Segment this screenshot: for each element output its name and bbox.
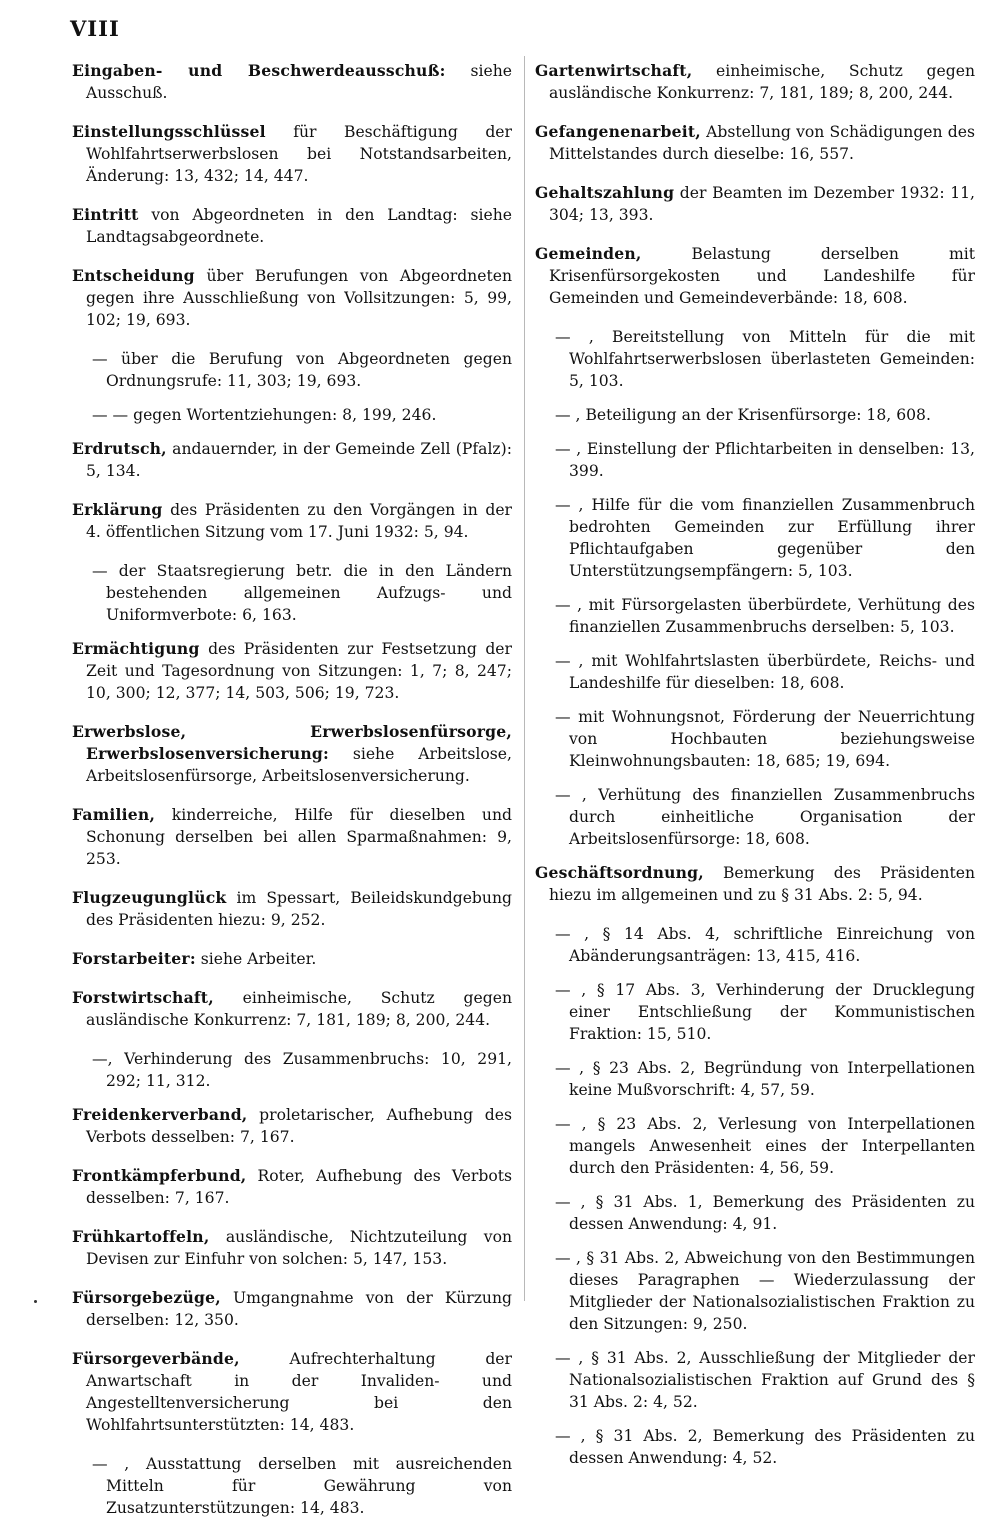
index-entry xyxy=(72,438,512,482)
entry-text: — , § 17 Abs. 3, Verhinderung der Drucklegung einer Entschließung der Kommunistischen Fraktion: 15, 510. xyxy=(555,981,975,1043)
index-entry xyxy=(72,638,512,704)
index-entry xyxy=(72,1348,512,1436)
index-subentry xyxy=(555,706,975,772)
index-entry xyxy=(72,121,512,187)
index-subentry xyxy=(555,650,975,694)
entry-keyword: Gartenwirtschaft, xyxy=(535,61,693,80)
entry-text: — , mit Fürsorgelasten überbürdete, Verhütung des finanziellen Zusammenbruchs derselben: 5, 103. xyxy=(555,596,975,636)
index-subentry xyxy=(555,1057,975,1101)
index-subentry xyxy=(555,1113,975,1179)
entry-text: der Beamten im Dezember 1932: 11, 304; 13, 393. xyxy=(549,184,975,224)
entry-keyword: Geschäftsordnung, xyxy=(535,863,704,882)
index-entry xyxy=(72,1165,512,1209)
index-entry xyxy=(72,987,512,1031)
index-entry xyxy=(72,721,512,787)
index-subentry xyxy=(92,560,512,626)
entry-keyword: Eintritt xyxy=(72,205,139,224)
entry-text: für Beschäftigung der Wohlfahrtserwerbslosen bei Notstandsarbeiten, Änderung: 13, 432; 14, 447. xyxy=(86,123,512,185)
entry-keyword: Erwerbslose, Erwerbslosenfürsorge, Erwerbslosenversicherung: xyxy=(72,722,512,763)
index-subentry xyxy=(555,438,975,482)
entry-text: Abstellung von Schädigungen des Mittelstandes durch dieselbe: 16, 557. xyxy=(549,123,975,163)
entry-text: — , § 23 Abs. 2, Verlesung von Interpellationen mangels Anwesenheit eines der Interpellanten durch den Präsidenten: 4, 56, 59. xyxy=(555,1115,975,1177)
index-entry xyxy=(535,60,975,104)
index-subentry xyxy=(555,594,975,638)
entry-text: — , Bereitstellung von Mitteln für die mit Wohlfahrtserwerbslosen überlasteten Gemeinden: 5, 103. xyxy=(555,328,975,390)
entry-text: des Präsidenten zur Festsetzung der Zeit und Tagesordnung von Sitzungen: 1, 7; 8, 247; 10, 300; 12, 377; 14, 503, 506; 19, 723. xyxy=(86,640,512,702)
index-entry xyxy=(72,804,512,870)
entry-keyword: Erklärung xyxy=(72,500,163,519)
index-subentry xyxy=(555,1191,975,1235)
entry-text: — mit Wohnungsnot, Förderung der Neuerrichtung von Hochbauten beziehungsweise Kleinwohnungsbauten: 18, 685; 19, 694. xyxy=(555,708,975,770)
index-entry xyxy=(72,1226,512,1270)
entry-keyword: Frühkartoffeln, xyxy=(72,1227,210,1246)
entry-text: Belastung derselben mit Krisenfürsorgekosten und Landeshilfe für Gemeinden und Gemeindeverbände: 18, 608. xyxy=(549,245,975,307)
column-divider xyxy=(524,56,525,1301)
entry-keyword: Fürsorgeverbände, xyxy=(72,1349,240,1368)
entry-keyword: Gehaltszahlung xyxy=(535,183,675,202)
entry-keyword: Freidenkerverband, xyxy=(72,1105,248,1124)
left-column xyxy=(72,60,512,1531)
entry-text: über Berufungen von Abgeordneten gegen ihre Ausschließung von Vollsitzungen: 5, 99, 102; 19, 693. xyxy=(86,267,512,329)
entry-text: Bemerkung des Präsidenten hiezu im allgemeinen und zu § 31 Abs. 2: 5, 94. xyxy=(549,864,975,904)
index-subentry xyxy=(555,1247,975,1335)
entry-keyword: Familien, xyxy=(72,805,156,824)
index-entry xyxy=(72,204,512,248)
entry-text: kinderreiche, Hilfe für dieselben und Schonung derselben bei allen Sparmaßnahmen: 9, 253. xyxy=(86,806,512,868)
entry-text: — der Staatsregierung betr. die in den Ländern bestehenden allgemeinen Aufzugs- und Uniformverbote: 6, 163. xyxy=(92,562,512,624)
entry-keyword: Fürsorgebezüge, xyxy=(72,1288,221,1307)
index-entry xyxy=(72,1287,512,1331)
entry-keyword: Flugzeugunglück xyxy=(72,888,227,907)
entry-text: andauernder, in der Gemeinde Zell (Pfalz): 5, 134. xyxy=(86,440,512,480)
entry-text: ausländische, Nichtzuteilung von Devisen zur Einfuhr von solchen: 5, 147, 153. xyxy=(86,1228,512,1268)
entry-keyword: Frontkämpferbund, xyxy=(72,1166,247,1185)
index-entry xyxy=(535,121,975,165)
entry-text: —, Verhinderung des Zusammenbruchs: 10, 291, 292; 11, 312. xyxy=(92,1050,512,1090)
index-entry xyxy=(72,60,512,104)
entry-keyword: Eingaben- und Beschwerdeausschuß: xyxy=(72,61,446,80)
entry-text: — , § 31 Abs. 2, Bemerkung des Präsidenten zu dessen Anwendung: 4, 52. xyxy=(555,1427,975,1467)
entry-text: — , Ausstattung derselben mit ausreichenden Mitteln für Gewährung von Zusatzunterstützungen: 14, 483. xyxy=(92,1455,512,1517)
entry-text: — , Beteiligung an der Krisenfürsorge: 18, 608. xyxy=(555,406,931,424)
entry-text: von Abgeordneten in den Landtag: siehe Landtagsabgeordnete. xyxy=(86,206,512,246)
index-entry xyxy=(535,862,975,906)
entry-text: — über die Berufung von Abgeordneten gegen Ordnungsrufe: 11, 303; 19, 693. xyxy=(92,350,512,390)
index-subentry xyxy=(92,1453,512,1519)
index-entry xyxy=(72,1104,512,1148)
entry-text: — , § 31 Abs. 2, Ausschließung der Mitglieder der Nationalsozialistischen Fraktion auf Grund des § 31 Abs. 2: 4, 52. xyxy=(555,1349,975,1411)
index-subentry xyxy=(555,923,975,967)
entry-text: siehe Arbeitslose, Arbeitslosenfürsorge, Arbeitslosenversicherung. xyxy=(86,745,512,785)
entry-keyword: Forstarbeiter: xyxy=(72,949,196,968)
entry-keyword: Entscheidung xyxy=(72,266,195,285)
entry-text: — , § 23 Abs. 2, Begründung von Interpellationen keine Mußvorschrift: 4, 57, 59. xyxy=(555,1059,975,1099)
index-subentry xyxy=(555,979,975,1045)
entry-keyword: Forstwirtschaft, xyxy=(72,988,214,1007)
entry-keyword: Ermächtigung xyxy=(72,639,200,658)
page-number: VIII xyxy=(70,16,120,41)
entry-text: — , Einstellung der Pflichtarbeiten in denselben: 13, 399. xyxy=(555,440,975,480)
entry-text: einheimische, Schutz gegen ausländische Konkurrenz: 7, 181, 189; 8, 200, 244. xyxy=(549,62,975,102)
index-subentry xyxy=(92,404,512,426)
index-entry xyxy=(72,948,512,970)
index-entry xyxy=(535,243,975,309)
right-column xyxy=(535,60,975,1481)
index-entry xyxy=(72,499,512,543)
entry-text: des Präsidenten zu den Vorgängen in der 4. öffentlichen Sitzung vom 17. Juni 1932: 5, 94. xyxy=(86,501,512,541)
index-entry xyxy=(72,265,512,331)
index-subentry xyxy=(555,494,975,582)
entry-text: einheimische, Schutz gegen ausländische Konkurrenz: 7, 181, 189; 8, 200, 244. xyxy=(86,989,512,1029)
entry-text: siehe Ausschuß. xyxy=(86,62,512,102)
entry-text: Aufrechterhaltung der Anwartschaft in der Invaliden- und Angestelltenversicherung bei den Wohlfahrtsunterstützten: 14, 483. xyxy=(86,1350,512,1434)
index-entry xyxy=(535,182,975,226)
entry-text: — , § 14 Abs. 4, schriftliche Einreichung von Abänderungsanträgen: 13, 415, 416. xyxy=(555,925,975,965)
entry-text: — , § 31 Abs. 1, Bemerkung des Präsidenten zu dessen Anwendung: 4, 91. xyxy=(555,1193,975,1233)
entry-text: — — gegen Wortentziehungen: 8, 199, 246. xyxy=(92,406,437,424)
page-speck xyxy=(34,1300,37,1303)
index-subentry xyxy=(555,1347,975,1413)
index-subentry xyxy=(555,404,975,426)
entry-text: — , § 31 Abs. 2, Abweichung von den Bestimmungen dieses Paragraphen — Wiederzulassung der Mitglieder der Nationalsozialistischen Fraktion zu den Sitzungen: 9, 250. xyxy=(555,1249,975,1333)
entry-keyword: Gemeinden, xyxy=(535,244,642,263)
index-subentry xyxy=(555,326,975,392)
entry-text: — , Hilfe für die vom finanziellen Zusammenbruch bedrohten Gemeinden zur Erfüllung ihrer Pflichtaufgaben gegenüber den Unterstützungsempfängern: 5, 103. xyxy=(555,496,975,580)
index-subentry xyxy=(92,1048,512,1092)
entry-keyword: Gefangenenarbeit, xyxy=(535,122,701,141)
entry-text: — , mit Wohlfahrtslasten überbürdete, Reichs- und Landeshilfe für dieselben: 18, 608. xyxy=(555,652,975,692)
entry-text: — , Verhütung des finanziellen Zusammenbruchs durch einheitliche Organisation der Arbeitslosenfürsorge: 18, 608. xyxy=(555,786,975,848)
entry-text: proletarischer, Aufhebung des Verbots desselben: 7, 167. xyxy=(86,1106,512,1146)
entry-text: Umgangnahme von der Kürzung derselben: 12, 350. xyxy=(86,1289,512,1329)
entry-keyword: Einstellungsschlüssel xyxy=(72,122,266,141)
index-subentry xyxy=(92,348,512,392)
index-subentry xyxy=(555,784,975,850)
entry-text: im Spessart, Beileidskundgebung des Präsidenten hiezu: 9, 252. xyxy=(86,889,512,929)
entry-text: siehe Arbeiter. xyxy=(195,950,317,968)
index-subentry xyxy=(555,1425,975,1469)
entry-keyword: Erdrutsch, xyxy=(72,439,167,458)
entry-text: Roter, Aufhebung des Verbots desselben: 7, 167. xyxy=(86,1167,512,1207)
index-entry xyxy=(72,887,512,931)
